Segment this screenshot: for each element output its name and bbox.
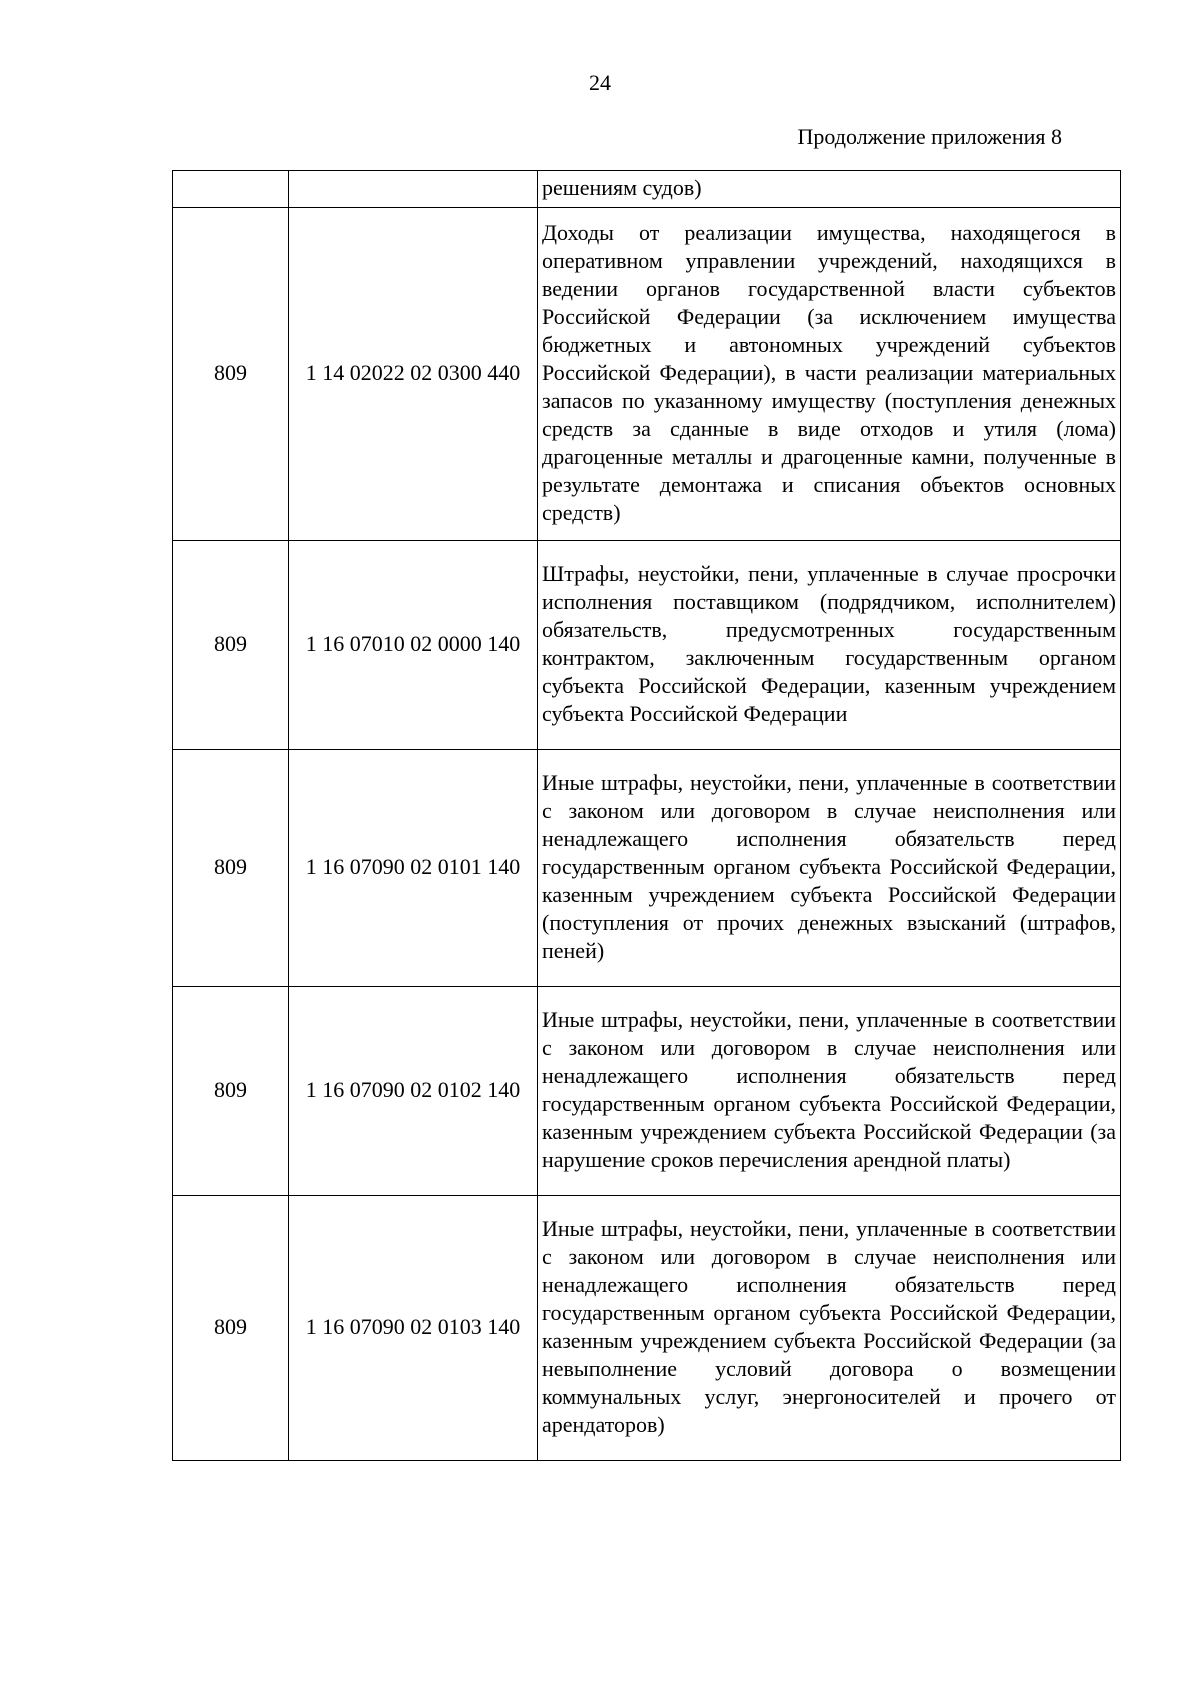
income-name-cell: Иные штрафы, неустойки, пени, уплаченные в соответствии с законом или договором в случае неисполнения или ненадлежащего исполнения обязательств перед государственным органом субъекта Российской Федерации, казенным учреждением субъекта Российской Федерации (за невыполнение условий договора о возмещении коммунальных услуг, энергоносителей и прочего от арендаторов) bbox=[538, 1196, 1121, 1461]
table-row bbox=[173, 541, 1121, 750]
appendix-continuation-label: Продолжение приложения 8 bbox=[797, 124, 1062, 149]
admin-code-cell: 809 bbox=[173, 750, 289, 987]
budget-code-cell: 1 16 07090 02 0103 140 bbox=[289, 1196, 538, 1461]
budget-code-cell: 1 16 07010 02 0000 140 bbox=[289, 541, 538, 750]
table-row bbox=[173, 987, 1121, 1196]
budget-code-cell: 1 16 07090 02 0101 140 bbox=[289, 750, 538, 987]
budget-code-cell: 1 16 07090 02 0102 140 bbox=[289, 987, 538, 1196]
revenue-codes-table bbox=[172, 170, 1121, 1461]
admin-code-cell: 809 bbox=[173, 208, 289, 541]
admin-code-cell bbox=[173, 171, 289, 208]
budget-code-cell bbox=[289, 171, 538, 208]
income-name-cell: Доходы от реализации имущества, находящегося в оперативном управлении учреждений, находящихся в ведении органов государственной власти субъектов Российской Федерации (за исключением имущества бюджетных и автономных учреждений субъектов Российской Федерации), в части реализации материальных запасов по указанному имуществу (поступления денежных средств за сданные в виде отходов и утиля (лома) драгоценные металлы и драгоценные камни, полученные в результате демонтажа и списания объектов основных средств) bbox=[538, 208, 1121, 541]
budget-code-cell: 1 14 02022 02 0300 440 bbox=[289, 208, 538, 541]
income-name-cell: Штрафы, неустойки, пени, уплаченные в случае просрочки исполнения поставщиком (подрядчиком, исполнителем) обязательств, предусмотренных государственным контрактом, заключенным государственным органом субъекта Российской Федерации, казенным учреждением субъекта Российской Федерации bbox=[538, 541, 1121, 750]
admin-code-cell: 809 bbox=[173, 1196, 289, 1461]
admin-code-cell: 809 bbox=[173, 987, 289, 1196]
income-name-cell: решениям судов) bbox=[538, 171, 1121, 208]
income-name-cell: Иные штрафы, неустойки, пени, уплаченные в соответствии с законом или договором в случае неисполнения или ненадлежащего исполнения обязательств перед государственным органом субъекта Российской Федерации, казенным учреждением субъекта Российской Федерации (поступления от прочих денежных взысканий (штрафов, пеней) bbox=[538, 750, 1121, 987]
table-row bbox=[173, 171, 1121, 208]
table-row bbox=[173, 208, 1121, 541]
income-name-cell: Иные штрафы, неустойки, пени, уплаченные в соответствии с законом или договором в случае неисполнения или ненадлежащего исполнения обязательств перед государственным органом субъекта Российской Федерации, казенным учреждением субъекта Российской Федерации (за нарушение сроков перечисления арендной платы) bbox=[538, 987, 1121, 1196]
table-row bbox=[173, 750, 1121, 987]
page-number: 24 bbox=[589, 70, 611, 95]
table-row bbox=[173, 1196, 1121, 1461]
admin-code-cell: 809 bbox=[173, 541, 289, 750]
